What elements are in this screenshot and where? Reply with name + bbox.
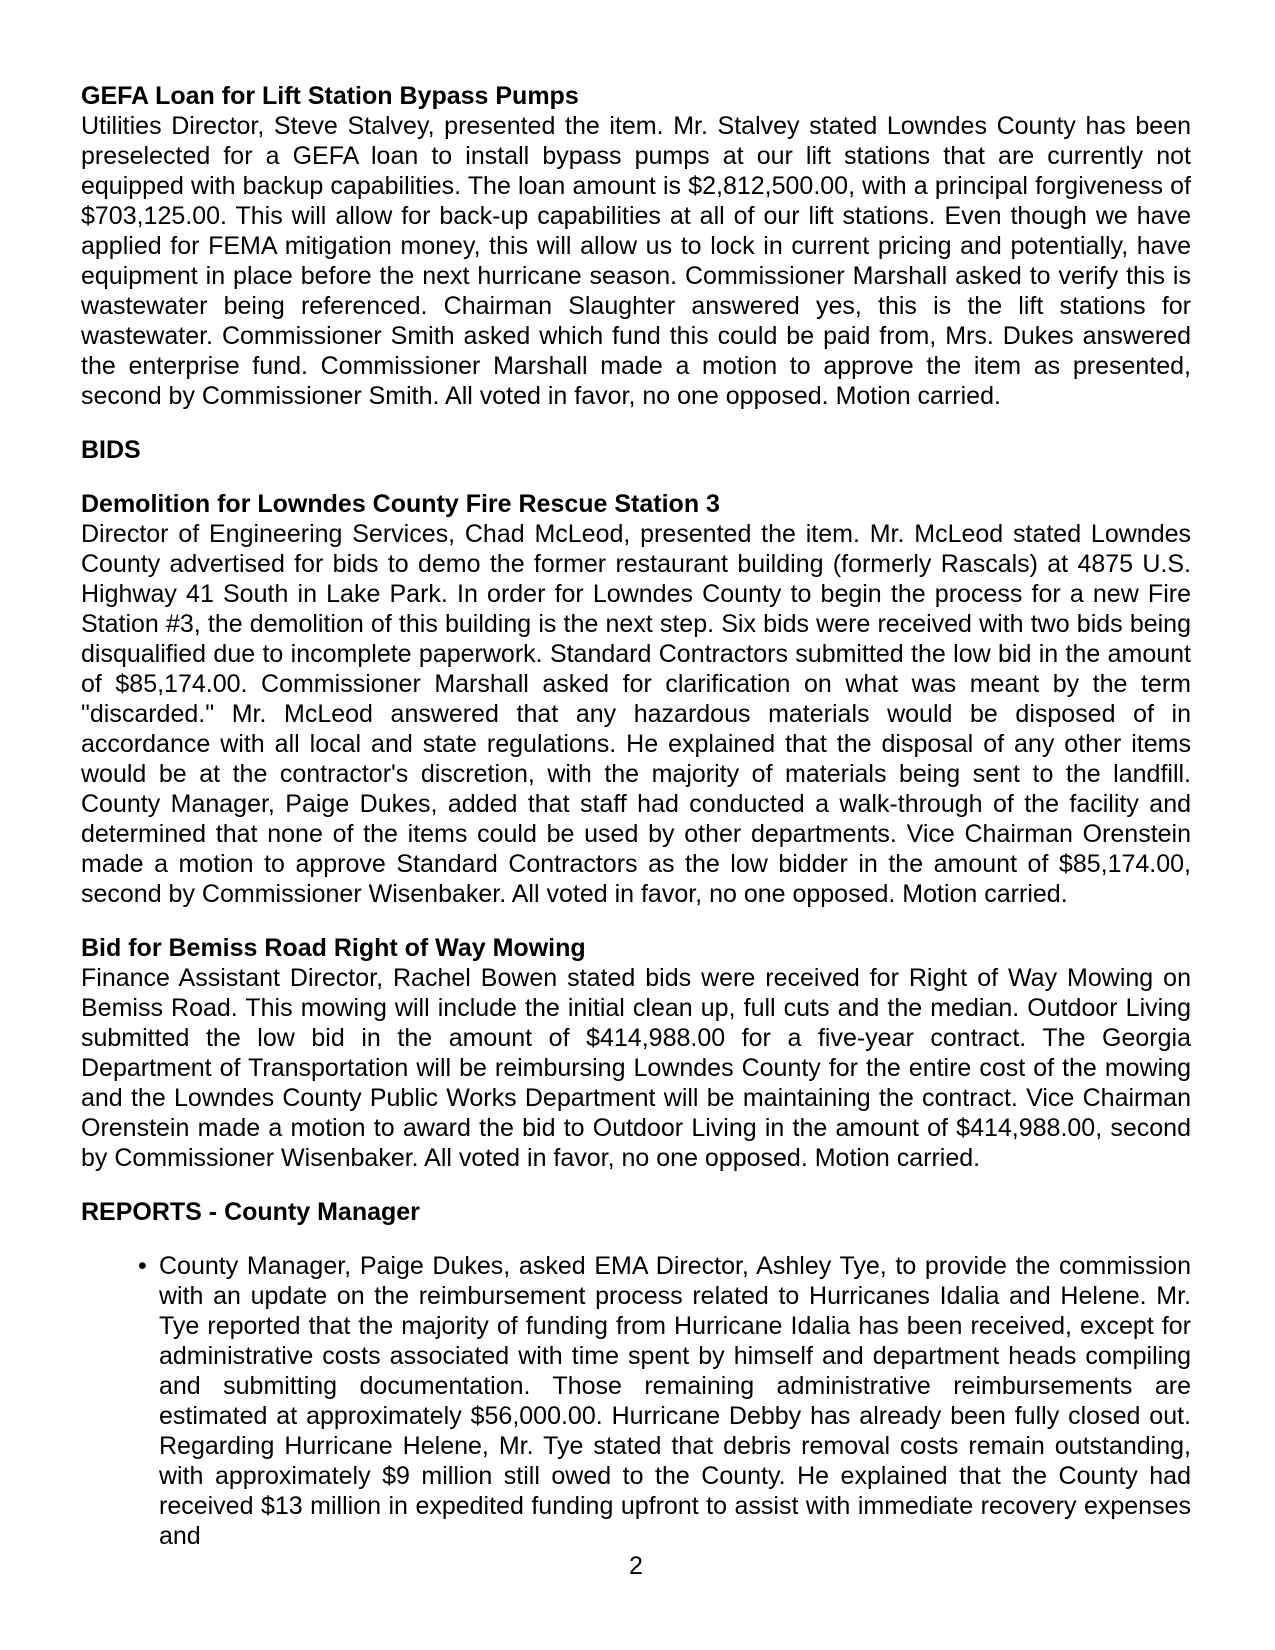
section-heading-bemiss-mowing: Bid for Bemiss Road Right of Way Mowing: [81, 934, 586, 962]
section-bids: [81, 435, 1191, 465]
section-heading-gefa-loan: GEFA Loan for Lift Station Bypass Pumps: [81, 82, 579, 110]
bullet-icon: •: [138, 1252, 147, 1280]
section-bemiss-road-mowing: [81, 933, 1191, 1173]
section-demolition-fire-rescue-station-3: [81, 489, 1191, 909]
page-number: 2: [629, 1552, 643, 1580]
list-item: [81, 1251, 1191, 1551]
list-item-text: County Manager, Paige Dukes, asked EMA Director, Ashley Tye, to provide the commission with an update on the reimbursement process related to Hurricanes Idalia and Helene. Mr. Tye reported that the majority of funding from Hurricane Idalia has been received, except for administrative costs associated with time spent by himself and department heads compiling and submitting documentation. Those remaining administrative reimbursements are estimated at approximately $56,000.00. Hurricane Debby has already been fully closed out. Regarding Hurricane Helene, Mr. Tye stated that debris removal costs remain outstanding, with approximately $9 million still owed to the County. He explained that the County had received $13 million in expedited funding upfront to assist with immediate recovery expenses and: [159, 1252, 1191, 1550]
section-heading-reports-county-manager-block: [81, 1197, 1191, 1227]
reports-bullet-list-block: [81, 1251, 1191, 1551]
section-heading-bids: BIDS: [81, 436, 141, 464]
section-gefa-loan: [81, 81, 1191, 411]
section-body-gefa-loan: Utilities Director, Steve Stalvey, presented the item. Mr. Stalvey stated Lowndes County has been preselected for a GEFA loan to install bypass pumps at our lift stations that are currently not equipped with backup capabilities. The loan amount is $2,812,500.00, with a principal forgiveness of $703,125.00. This will allow for back-up capabilities at all of our lift stations. Even though we have applied for FEMA mitigation money, this will allow us to lock in current pricing and potentially, have equipment in place before the next hurricane season. Commissioner Marshall asked to verify this is wastewater being referenced. Chairman Slaughter answered yes, this is the lift stations for wastewater. Commissioner Smith asked which fund this could be paid from, Mrs. Dukes answered the enterprise fund. Commissioner Marshall made a motion to approve the item as presented, second by Commissioner Smith. All voted in favor, no one opposed. Motion carried.: [81, 112, 1191, 410]
section-body-demolition: Director of Engineering Services, Chad McLeod, presented the item. Mr. McLeod stated Lowndes County advertised for bids to demo the former restaurant building (formerly Rascals) at 4875 U.S. Highway 41 South in Lake Park. In order for Lowndes County to begin the process for a new Fire Station #3, the demolition of this building is the next step. Six bids were received with two bids being disqualified due to incomplete paperwork. Standard Contractors submitted the low bid in the amount of $85,174.00. Commissioner Marshall asked for clarification on what was meant by the term "discarded." Mr. McLeod answered that any hazardous materials would be disposed of in accordance with all local and state regulations. He explained that the disposal of any other items would be at the contractor's discretion, with the majority of materials being sent to the landfill. County Manager, Paige Dukes, added that staff had conducted a walk-through of the facility and determined that none of the items could be used by other departments. Vice Chairman Orenstein made a motion to approve Standard Contractors as the low bidder in the amount of $85,174.00, second by Commissioner Wisenbaker. All voted in favor, no one opposed. Motion carried.: [81, 520, 1191, 908]
section-body-bemiss-mowing: Finance Assistant Director, Rachel Bowen stated bids were received for Right of Way Mowing on Bemiss Road. This mowing will include the initial clean up, full cuts and the median. Outdoor Living submitted the low bid in the amount of $414,988.00 for a five-year contract. The Georgia Department of Transportation will be reimbursing Lowndes County for the entire cost of the mowing and the Lowndes County Public Works Department will be maintaining the contract. Vice Chairman Orenstein made a motion to award the bid to Outdoor Living in the amount of $414,988.00, second by Commissioner Wisenbaker. All voted in favor, no one opposed. Motion carried.: [81, 964, 1191, 1172]
section-heading-demolition: Demolition for Lowndes County Fire Rescue Station 3: [81, 490, 720, 518]
section-heading-reports-county-manager: REPORTS - County Manager: [81, 1198, 420, 1226]
reports-bullet-list: [81, 1251, 1191, 1551]
